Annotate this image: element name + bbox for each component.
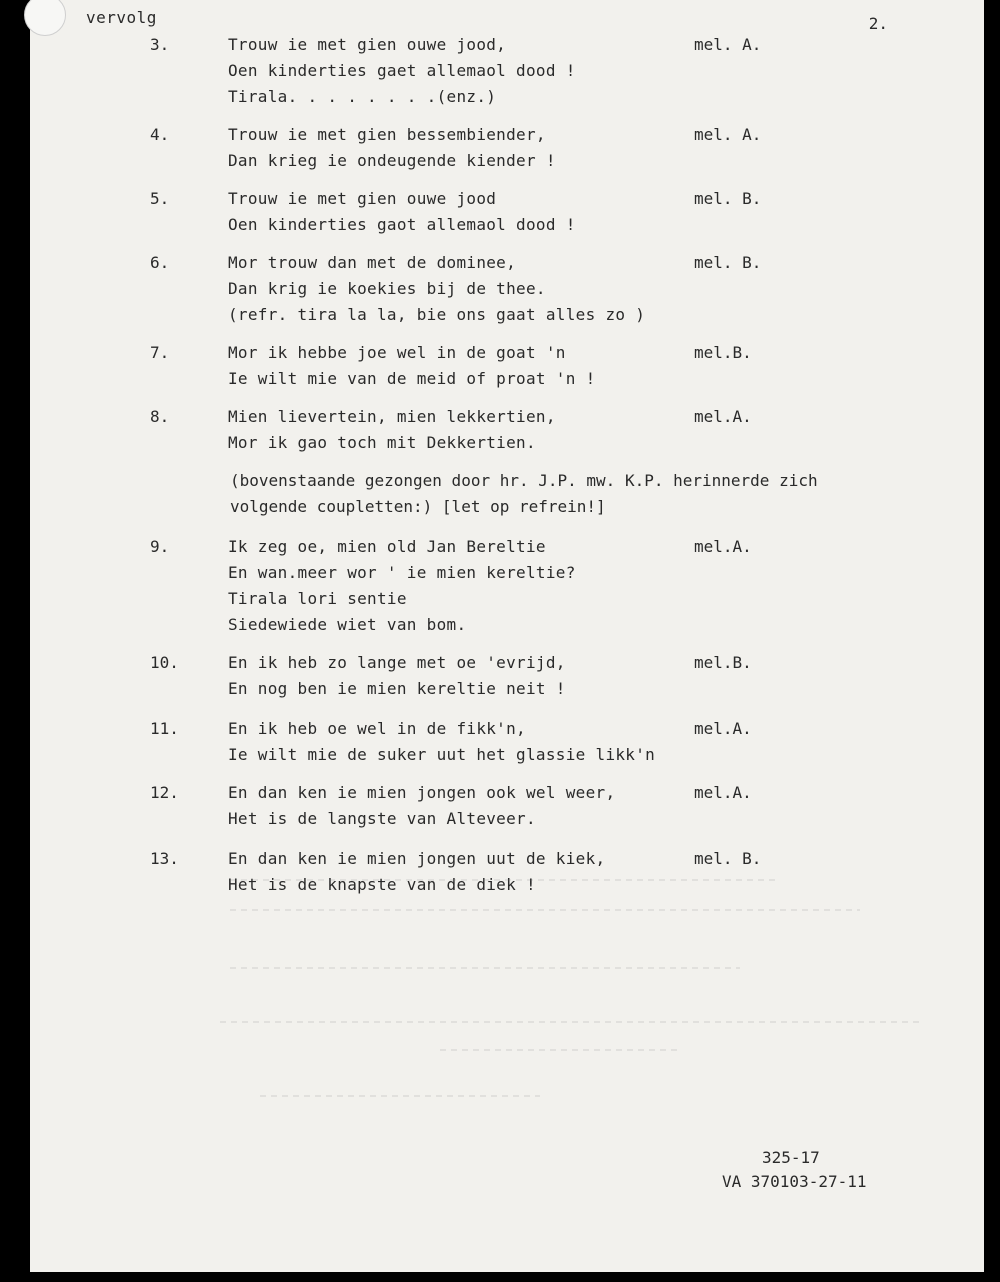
melody-label: mel. B. — [694, 253, 762, 272]
verse-line: Siedewiede wiet van bom. — [228, 615, 467, 634]
melody-label: mel. A. — [694, 125, 762, 144]
verse-lines — [228, 186, 576, 238]
verse-number: 13. — [150, 849, 179, 868]
verse-line: En ik heb oe wel in de fikk'n, — [228, 719, 526, 738]
verse-number: 8. — [150, 407, 170, 426]
verse-number: 5. — [150, 189, 170, 208]
verse-lines — [228, 716, 655, 768]
verse-line: En dan ken ie mien jongen ook wel weer, — [228, 783, 616, 802]
archive-code-2: VA 370103-27-11 — [722, 1172, 867, 1191]
verse-line: Oen kinderties gaot allemaol dood ! — [228, 215, 576, 234]
page-number: 2. — [868, 14, 888, 33]
verse-line: Trouw ie met gien bessembiender, — [228, 125, 546, 144]
verse-line: Mor trouw dan met de dominee, — [228, 253, 517, 272]
verse-line: Trouw ie met gien ouwe jood — [228, 189, 497, 208]
melody-label: mel. B. — [694, 849, 762, 868]
note-line: volgende coupletten:) [let op refrein!] — [230, 497, 606, 516]
verse-line: En wan.meer wor ' ie mien kereltie? — [228, 563, 576, 582]
verse-line: (refr. tira la la, bie ons gaat alles zo ) — [228, 305, 646, 324]
melody-label: mel.B. — [694, 653, 752, 672]
verse-line: Dan krieg ie ondeugende kiender ! — [228, 151, 556, 170]
show-through-texture — [220, 790, 940, 1120]
punch-hole — [24, 0, 66, 36]
verse-number: 3. — [150, 35, 170, 54]
verse-line: Dan krig ie koekies bij de thee. — [228, 279, 546, 298]
verse-number: 12. — [150, 783, 179, 802]
verse-number: 10. — [150, 653, 179, 672]
verse-line: Ie wilt mie van de meid of proat 'n ! — [228, 369, 596, 388]
verse-line: Tirala lori sentie — [228, 589, 407, 608]
verse-line: En dan ken ie mien jongen uut de kiek, — [228, 849, 606, 868]
melody-label: mel.A. — [694, 407, 752, 426]
archive-code-1: 325-17 — [762, 1148, 820, 1167]
annotation-note — [230, 468, 818, 520]
note-line: (bovenstaande gezongen door hr. J.P. mw. K.P. herinnerde zich — [230, 471, 818, 490]
verse-line: Het is de knapste van de diek ! — [228, 875, 536, 894]
verse-lines — [228, 650, 566, 702]
verse-line: Mien lievertein, mien lekkertien, — [228, 407, 556, 426]
verse-number: 9. — [150, 537, 170, 556]
verse-lines — [228, 122, 556, 174]
verse-line: Ie wilt mie de suker uut het glassie likk'n — [228, 745, 656, 764]
verse-line: En ik heb zo lange met oe 'evrijd, — [228, 653, 566, 672]
melody-label: mel. A. — [694, 35, 762, 54]
verse-number: 11. — [150, 719, 179, 738]
verse-line: En nog ben ie mien kereltie neit ! — [228, 679, 566, 698]
melody-label: mel. B. — [694, 189, 762, 208]
verse-line: Oen kinderties gaet allemaol dood ! — [228, 61, 576, 80]
archive-reference — [722, 1146, 867, 1194]
verse-lines — [228, 32, 576, 110]
verse-lines — [228, 340, 596, 392]
verse-line: Trouw ie met gien ouwe jood, — [228, 35, 507, 54]
verse-line: Mor ik gao toch mit Dekkertien. — [228, 433, 536, 452]
melody-label: mel.A. — [694, 719, 752, 738]
melody-label: mel.A. — [694, 537, 752, 556]
verse-line: Tirala. . . . . . . .(enz.) — [228, 87, 497, 106]
verse-number: 6. — [150, 253, 170, 272]
document-page — [30, 0, 984, 1272]
continuation-label: vervolg — [86, 8, 157, 27]
verse-lines — [228, 250, 645, 328]
verse-line: Het is de langste van Alteveer. — [228, 809, 536, 828]
melody-label: mel.B. — [694, 343, 752, 362]
verse-line: Ik zeg oe, mien old Jan Bereltie — [228, 537, 546, 556]
verse-number: 7. — [150, 343, 170, 362]
verse-lines — [228, 404, 556, 456]
verse-lines — [228, 534, 576, 638]
verse-line: Mor ik hebbe joe wel in de goat 'n — [228, 343, 566, 362]
verse-number: 4. — [150, 125, 170, 144]
melody-label: mel.A. — [694, 783, 752, 802]
